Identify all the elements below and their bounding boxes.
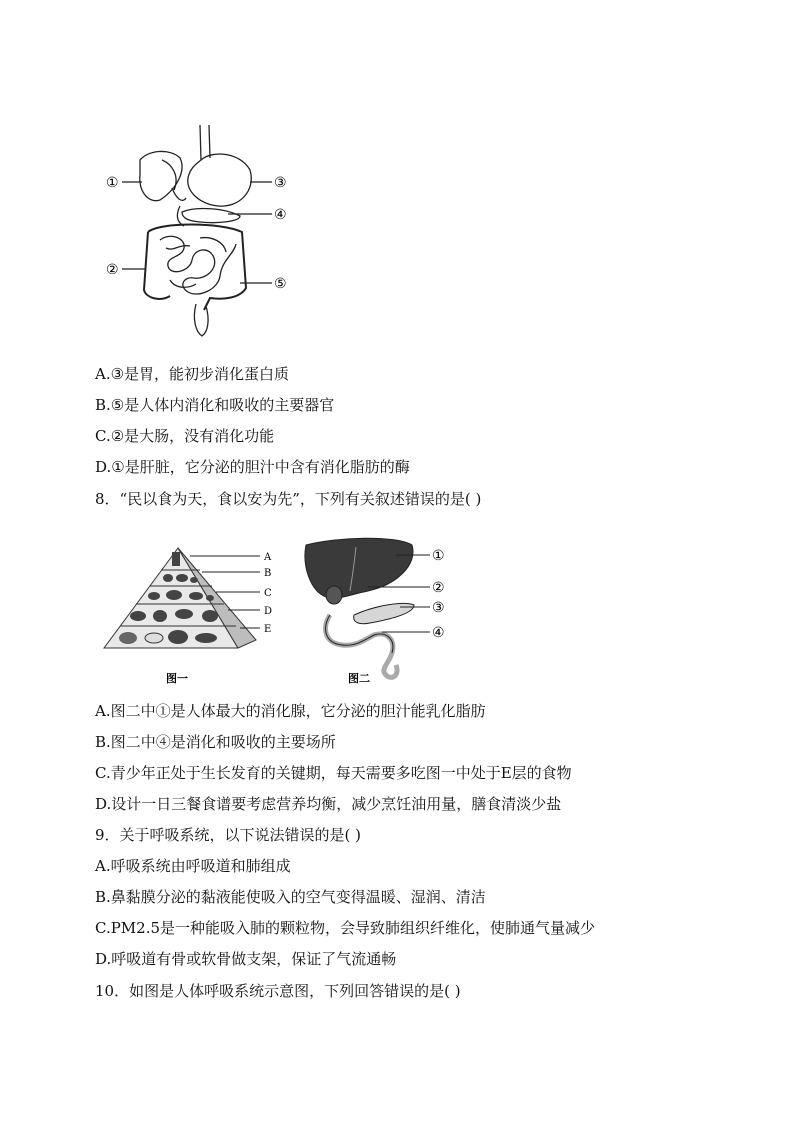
- pyramid-caption: 图一: [166, 672, 188, 685]
- organ-label-3: ③: [432, 600, 445, 616]
- organ-label-2: ②: [432, 580, 445, 596]
- q10-stem: 10．如图是人体呼吸系统示意图，下列回答错误的是( ): [95, 982, 461, 1000]
- q7-option-a: A.③是胃，能初步消化蛋白质: [95, 365, 290, 383]
- q8-option-a: A.图二中①是人体最大的消化腺，它分泌的胆汁能乳化脂肪: [95, 702, 486, 720]
- digestive-system-figure: [100, 120, 300, 345]
- q8-option-d: D.设计一日三餐食谱要考虑营养均衡，减少烹饪油用量，膳食清淡少盐: [95, 795, 562, 813]
- q9-stem: 9．关于呼吸系统，以下说法错误的是( ): [95, 826, 362, 844]
- q9-option-d: D.呼吸道有骨或软骨做支架，保证了气流通畅: [95, 950, 397, 968]
- label-3: ③: [274, 175, 287, 191]
- label-5: ⑤: [274, 276, 287, 292]
- q9-option-a: A.呼吸系统由呼吸道和肺组成: [95, 857, 291, 875]
- pyramid-label-d: D: [264, 606, 273, 617]
- label-4: ④: [274, 207, 287, 223]
- label-2: ②: [106, 262, 119, 278]
- organ-caption: 图二: [348, 672, 370, 685]
- q8-option-b: B.图二中④是消化和吸收的主要场所: [95, 733, 336, 751]
- food-pyramid-figure: [98, 540, 288, 690]
- q8-option-c: C.青少年正处于生长发育的关键期，每天需要多吃图一中处于E层的食物: [95, 764, 572, 782]
- digestive-organs-figure: [296, 535, 466, 690]
- q7-option-c: C.②是大肠，没有消化功能: [95, 427, 275, 445]
- q8-stem: 8．“民以食为天，食以安为先”，下列有关叙述错误的是( ): [95, 490, 482, 508]
- pyramid-label-a: A: [264, 552, 272, 563]
- label-1: ①: [106, 175, 119, 191]
- pyramid-label-c: C: [264, 588, 272, 599]
- q7-option-d: D.①是肝脏，它分泌的胆汁中含有消化脂肪的酶: [95, 458, 410, 476]
- q7-option-b: B.⑤是人体内消化和吸收的主要器官: [95, 396, 335, 414]
- q9-option-c: C.PM2.5是一种能吸入肺的颗粒物，会导致肺组织纤维化，使肺通气量减少: [95, 919, 596, 937]
- pyramid-label-b: B: [264, 568, 272, 579]
- pyramid-label-e: E: [264, 624, 272, 635]
- organ-label-1: ①: [432, 548, 445, 564]
- q9-option-b: B.鼻黏膜分泌的黏液能使吸入的空气变得温暖、湿润、清洁: [95, 888, 486, 906]
- organ-label-4: ④: [432, 625, 445, 641]
